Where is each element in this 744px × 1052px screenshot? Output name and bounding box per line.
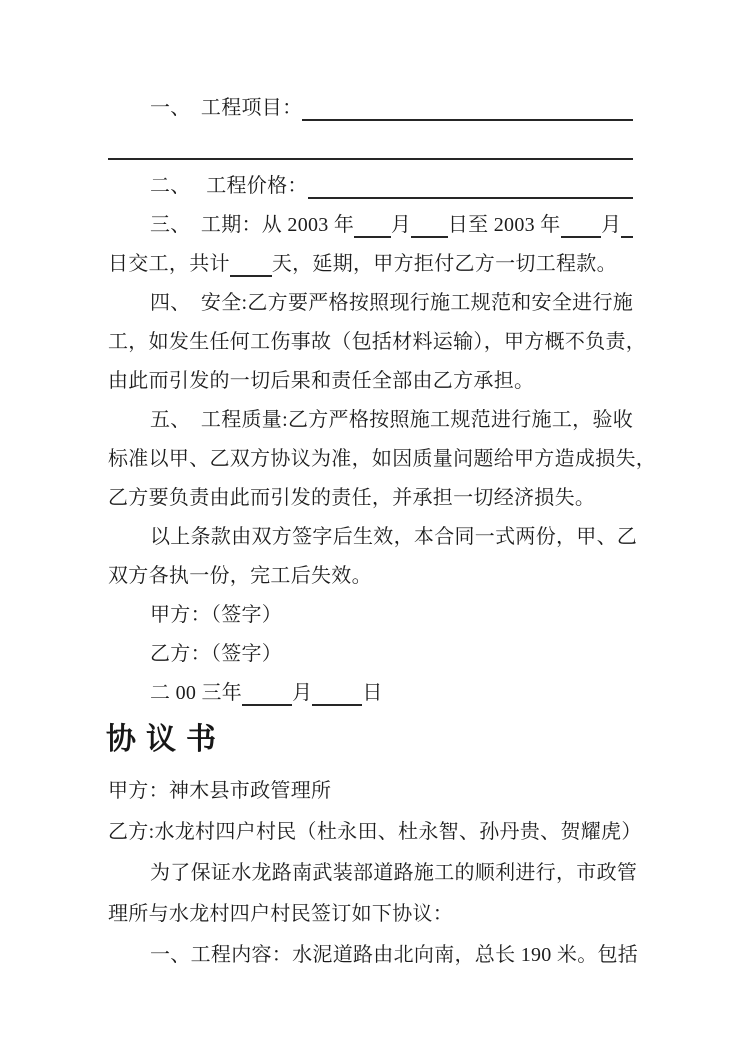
text-segment: 一、 工程项目： xyxy=(150,97,303,119)
document-line xyxy=(108,89,633,128)
text-segment: 四、 安全:乙方要严格按照现行施工规范和安全进行施 xyxy=(150,292,634,314)
document-line xyxy=(108,935,639,976)
blank-underline xyxy=(354,222,391,238)
blank-underline xyxy=(312,690,362,706)
contract-section xyxy=(108,89,657,713)
text-segment: 日交工，共计 xyxy=(108,253,230,275)
text-segment: 三、 工期：从 2003 年 xyxy=(150,214,355,236)
document-line xyxy=(108,245,633,284)
blank-underline xyxy=(561,222,602,238)
document-line xyxy=(108,635,633,674)
text-segment: 为了保证水龙路南武装部道路施工的顺利进行，市政管 xyxy=(150,862,638,884)
text-segment: 乙方要负责由此而引发的责任，并承担一切经济损失。 xyxy=(108,487,596,509)
document-line xyxy=(108,596,633,635)
text-segment: 天，延期，甲方拒付乙方一切工程款。 xyxy=(271,253,617,275)
document-line xyxy=(108,812,642,853)
document-line xyxy=(108,479,633,518)
text-segment: 月 xyxy=(390,214,412,236)
text-segment: 乙方：（签字） xyxy=(150,643,283,665)
text-segment: 由此而引发的一切后果和责任全部由乙方承担。 xyxy=(108,370,535,392)
document-line xyxy=(108,853,638,894)
text-segment: 标准以甲、乙双方协议为准，如因质量问题给甲方造成损失， xyxy=(108,448,657,470)
text-segment: 甲方：（签字） xyxy=(150,604,283,626)
text-segment: 日至 2003 年 xyxy=(447,214,561,236)
document-line xyxy=(108,362,633,401)
blank-underline xyxy=(108,144,633,160)
agreement-section xyxy=(108,771,642,976)
document-line xyxy=(108,557,633,596)
blank-underline xyxy=(621,222,633,238)
blank-underline xyxy=(308,183,633,199)
document-line xyxy=(108,771,633,812)
agreement-title: 协议书 xyxy=(106,723,226,756)
text-segment: 月 xyxy=(292,682,313,704)
text-segment: 双方各执一份，完工后失效。 xyxy=(108,565,372,587)
document-line xyxy=(108,323,647,362)
text-segment: 以上条款由双方签字后生效，本合同一式两份，甲、乙 xyxy=(150,526,638,548)
text-segment: 一、工程内容：水泥道路由北向南，总长 190 米。包括 xyxy=(150,944,639,966)
blank-underline xyxy=(230,261,272,277)
text-segment: 日 xyxy=(362,682,383,704)
text-segment: 五、 工程质量:乙方严格按照施工规范进行施工，验收 xyxy=(150,409,634,431)
blank-underline xyxy=(411,222,448,238)
document-line xyxy=(108,128,633,167)
text-segment: 工，如发生任何工伤事故（包括材料运输），甲方概不负责， xyxy=(108,331,647,353)
document-line xyxy=(108,440,657,479)
text-segment: 理所与水龙村四户村民签订如下协议： xyxy=(108,903,454,925)
text-segment: 甲方：神木县市政管理所 xyxy=(108,780,332,802)
text-segment: 乙方:水龙村四户村民（杜永田、杜永智、孙丹贵、贺耀虎） xyxy=(108,821,642,843)
document-line xyxy=(108,206,633,245)
text-segment: 二 00 三年 xyxy=(150,682,243,704)
text-segment: 二、 工程价格： xyxy=(150,175,308,197)
document-line xyxy=(108,518,638,557)
blank-underline xyxy=(302,105,633,121)
document-line xyxy=(108,894,633,935)
document-line xyxy=(108,167,633,206)
document-line xyxy=(108,284,633,323)
text-segment: 月 xyxy=(601,214,622,236)
blank-underline xyxy=(242,690,292,706)
document-line xyxy=(108,674,633,713)
document-line xyxy=(108,401,633,440)
